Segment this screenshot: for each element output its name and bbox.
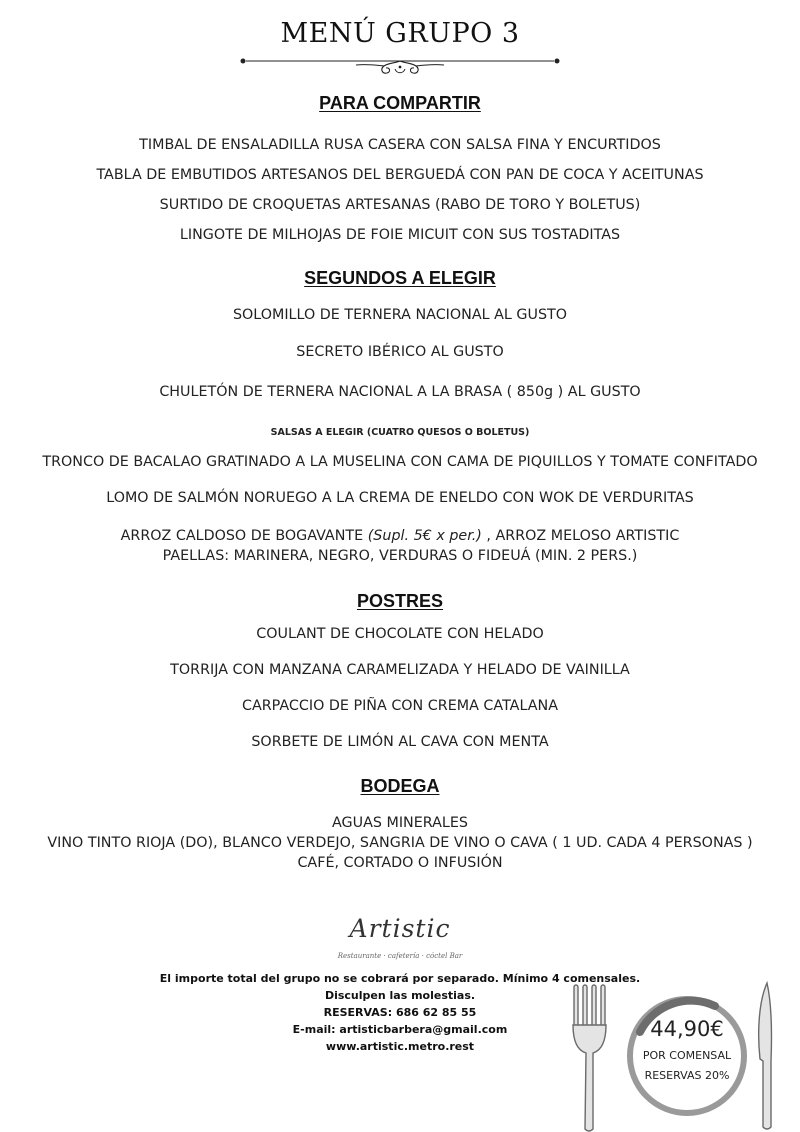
menu-item: CAFÉ, CORTADO O INFUSIÓN: [297, 855, 503, 871]
menu-title: MENÚ GRUPO 3: [280, 18, 520, 49]
menu-item: COULANT DE CHOCOLATE CON HELADO: [256, 626, 544, 642]
brand-tagline: Restaurante · cafetería · cóctel Bar: [337, 952, 463, 960]
section-heading-segundos: SEGUNDOS A ELEGIR: [304, 268, 496, 288]
menu-item: SORBETE DE LIMÓN AL CAVA CON MENTA: [251, 734, 549, 750]
menu-item: AGUAS MINERALES: [332, 815, 468, 831]
menu-item: CHULETÓN DE TERNERA NACIONAL A LA BRASA ( 850g ) AL GUSTO: [159, 384, 641, 400]
menu-item: SOLOMILLO DE TERNERA NACIONAL AL GUSTO: [232, 307, 568, 323]
footer-apology: Disculpen las molestias.: [324, 989, 476, 1002]
arroz-meloso-text: , ARROZ MELOSO ARTISTIC: [481, 528, 680, 544]
menu-item: TABLA DE EMBUTIDOS ARTESANOS DEL BERGUEDÁ CON PAN DE COCA Y ACEITUNAS: [96, 167, 704, 183]
menu-item: VINO TINTO RIOJA (DO), BLANCO VERDEJO, SANGRIA DE VINO O CAVA ( 1 UD. CADA 4 PERSONAS ): [47, 835, 753, 851]
menu-item: SURTIDO DE CROQUETAS ARTESANAS (RABO DE TORO Y BOLETUS): [159, 197, 641, 213]
menu-item: TIMBAL DE ENSALADILLA RUSA CASERA CON SALSA FINA Y ENCURTIDOS: [139, 137, 661, 153]
price-reservation-deposit: RESERVAS 20%: [644, 1069, 730, 1082]
section-heading-postres: POSTRES: [356, 591, 444, 611]
knife-icon: [752, 981, 782, 1132]
arroz-caldoso-text: ARROZ CALDOSO DE BOGAVANTE: [120, 528, 368, 544]
section-heading-compartir: PARA COMPARTIR: [319, 93, 481, 113]
ornament-divider-icon: [238, 52, 562, 78]
menu-item: CARPACCIO DE PIÑA CON CREMA CATALANA: [241, 698, 559, 714]
footer-phone: RESERVAS: 686 62 85 55: [323, 1006, 477, 1019]
footer-website: www.artistic.metro.rest: [325, 1040, 475, 1053]
menu-item-arroz: [0, 528, 800, 544]
section-heading-bodega: BODEGA: [360, 776, 440, 796]
menu-item: SECRETO IBÉRICO AL GUSTO: [296, 344, 504, 360]
menu-item: LINGOTE DE MILHOJAS DE FOIE MICUIT CON SUS TOSTADITAS: [179, 227, 621, 243]
menu-item: TRONCO DE BACALAO GRATINADO A LA MUSELINA CON CAMA DE PIQUILLOS Y TOMATE CONFITADO: [42, 454, 758, 470]
menu-item: LOMO DE SALMÓN NORUEGO A LA CREMA DE ENELDO CON WOK DE VERDURITAS: [106, 490, 694, 506]
menu-item-paellas: PAELLAS: MARINERA, NEGRO, VERDURAS O FIDEUÁ (MIN. 2 PERS.): [162, 548, 638, 564]
price-badge: [623, 992, 751, 1120]
brand-logo-text: Artistic: [349, 914, 451, 943]
footer-notice: El importe total del grupo no se cobrará por separado. Mínimo 4 comensales.: [159, 972, 641, 985]
footer-email: E-mail: artisticbarbera@gmail.com: [292, 1023, 508, 1036]
menu-item: TORRIJA CON MANZANA CARAMELIZADA Y HELADO DE VAINILLA: [170, 662, 630, 678]
arroz-supplement: (Supl. 5€ x per.): [367, 528, 482, 544]
sauces-note: SALSAS A ELEGIR (CUATRO QUESOS O BOLETUS): [270, 427, 530, 438]
price-per-person: POR COMENSAL: [642, 1049, 732, 1062]
price-amount: 44,90€: [650, 1017, 724, 1041]
fork-icon: [570, 983, 610, 1132]
